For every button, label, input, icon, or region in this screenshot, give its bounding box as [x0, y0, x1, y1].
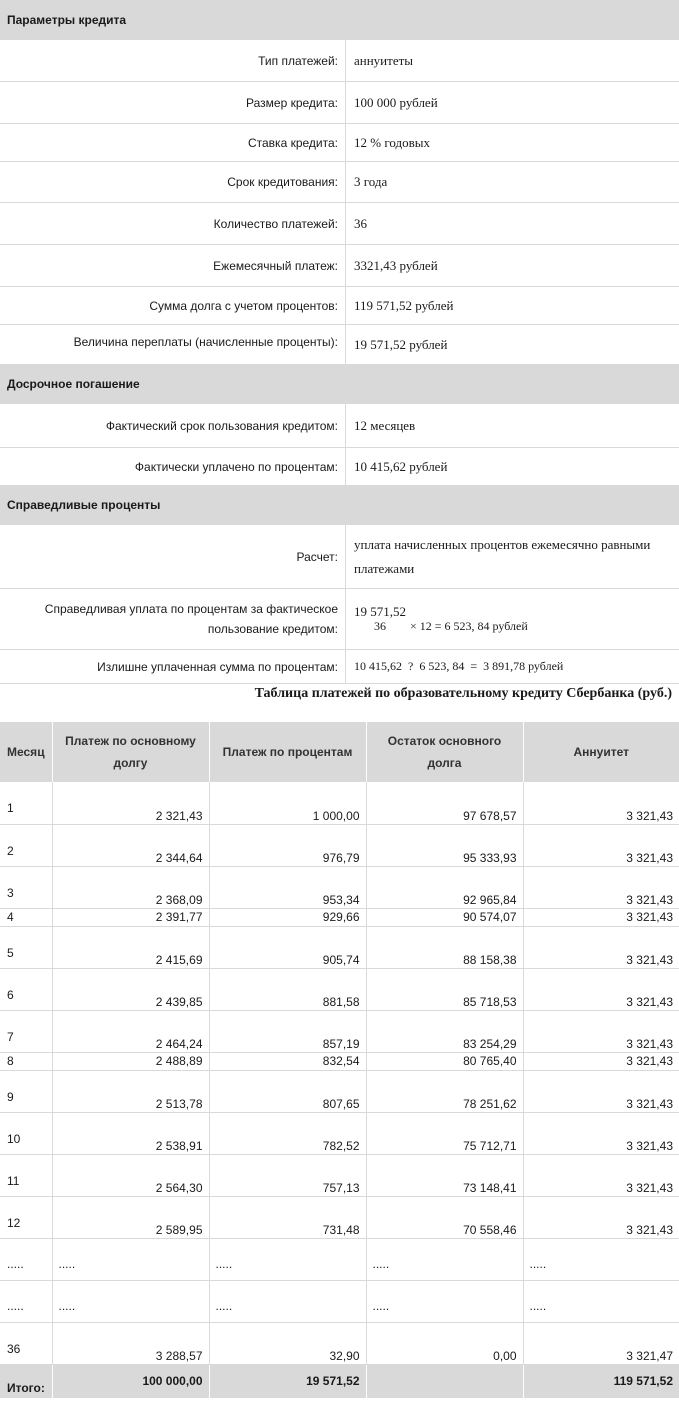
cell-interest: 929,66 [209, 908, 366, 926]
cell-balance: 70 558,46 [366, 1196, 523, 1238]
cell-annuity: 3 321,43 [523, 1052, 679, 1070]
early-label: Фактический срок пользования кредитом: [0, 404, 346, 447]
cell-total-principal: 100 000,00 [52, 1364, 209, 1398]
param-value: 100 000 рублей [354, 94, 438, 110]
cell-principal: ..... [52, 1280, 209, 1322]
cell-principal: 2 415,69 [52, 926, 209, 968]
month-number: 5 [7, 945, 14, 960]
param-row-loan-amount [0, 82, 679, 124]
cell-month [0, 908, 52, 926]
param-row-monthly-payment [0, 245, 679, 287]
cell-balance: 0,00 [366, 1322, 523, 1364]
cell-interest: 881,58 [209, 968, 366, 1010]
cell-principal: 2 439,85 [52, 968, 209, 1010]
table-row [0, 1010, 679, 1052]
month-number: 9 [7, 1089, 14, 1104]
fair-row-calculation [0, 525, 679, 589]
table-row [0, 1070, 679, 1112]
cell-balance: 78 251,62 [366, 1070, 523, 1112]
col-header-month: Месяц [0, 722, 52, 782]
param-label: Тип платежей: [0, 40, 346, 81]
fraction-denominator: 36 [374, 619, 386, 633]
cell-total-interest: 19 571,52 [209, 1364, 366, 1398]
cell-annuity: 3 321,43 [523, 1154, 679, 1196]
table-row [0, 908, 679, 926]
cell-balance: 80 765,40 [366, 1052, 523, 1070]
cell-balance: ..... [366, 1280, 523, 1322]
param-value: 3321,43 рублей [354, 257, 438, 273]
cell-annuity: 3 321,43 [523, 908, 679, 926]
cell-month [0, 1238, 52, 1280]
cell-balance: 95 333,93 [366, 824, 523, 866]
param-row-term [0, 162, 679, 203]
month-number: 36 [7, 1341, 21, 1356]
col-header-principal: Платеж по основному долгу [52, 722, 209, 782]
month-number: 4 [7, 910, 14, 924]
table-header-row [0, 722, 679, 782]
fair-row-fair-interest [0, 589, 679, 650]
cell-month [0, 1112, 52, 1154]
month-number: 10 [7, 1131, 21, 1146]
cell-month [0, 866, 52, 908]
cell-month [0, 1052, 52, 1070]
excess-value: 10 415,62 ? 6 523, 84 = 3 891,78 рублей [354, 659, 564, 673]
param-row-rate [0, 124, 679, 162]
total-label: Итого: [7, 1380, 45, 1395]
param-row-total-debt [0, 287, 679, 325]
cell-principal: 2 368,09 [52, 866, 209, 908]
col-header-interest: Платеж по процентам [209, 722, 366, 782]
cell-balance: ..... [366, 1238, 523, 1280]
fair-label-line2: пользование кредитом: [207, 622, 338, 636]
cell-annuity: 3 321,43 [523, 926, 679, 968]
col-header-balance: Остаток основного долга [366, 722, 523, 782]
cell-interest: ..... [209, 1280, 366, 1322]
cell-balance: 90 574,07 [366, 908, 523, 926]
cell-month [0, 926, 52, 968]
cell-interest: 1 000,00 [209, 782, 366, 824]
cell-annuity: 3 321,43 [523, 782, 679, 824]
fair-calc-line1: уплата начисленных процентов ежемесячно равными [354, 536, 651, 552]
param-value: аннуитеты [354, 52, 414, 68]
cell-principal: 2 391,77 [52, 908, 209, 926]
month-number: 6 [7, 987, 14, 1002]
fair-label-line1: Справедливая уплата по процентам за фактическое [44, 602, 338, 616]
cell-month [0, 1322, 52, 1364]
cell-annuity: 3 321,43 [523, 1070, 679, 1112]
table-row-ellipsis [0, 1238, 679, 1280]
cell-month [0, 1070, 52, 1112]
param-value: 19 571,52 рублей [354, 336, 448, 352]
month-number: 1 [7, 801, 14, 815]
param-row-payment-type [0, 40, 679, 82]
cell-interest: ..... [209, 1238, 366, 1280]
params-section-title: Параметры кредита [0, 0, 679, 40]
table-caption: Таблица платежей по образовательному кредиту Сбербанка (руб.) [254, 686, 672, 701]
param-label: Ежемесячный платеж: [0, 245, 346, 286]
cell-total-annuity: 119 571,52 [523, 1364, 679, 1398]
cell-month [0, 1154, 52, 1196]
early-value: 12 месяцев [354, 417, 416, 433]
fair-calc-label: Расчет: [0, 525, 346, 588]
cell-month [0, 1196, 52, 1238]
param-label: Величина переплаты (начисленные проценты): [0, 325, 346, 364]
month-number: 7 [7, 1029, 14, 1044]
cell-annuity: 3 321,47 [523, 1322, 679, 1364]
col-header-annuity: Аннуитет [523, 722, 679, 782]
fraction [354, 604, 406, 634]
excess-label: Излишне уплаченная сумма по процентам: [0, 650, 346, 683]
param-label: Срок кредитования: [0, 162, 346, 202]
cell-interest: 953,34 [209, 866, 366, 908]
cell-principal: 2 321,43 [52, 782, 209, 824]
cell-balance: 92 965,84 [366, 866, 523, 908]
cell-month [0, 1010, 52, 1052]
fair-row-excess [0, 650, 679, 684]
param-value: 36 [354, 215, 367, 231]
cell-interest: 807,65 [209, 1070, 366, 1112]
early-section-title: Досрочное погашение [0, 364, 679, 404]
cell-total-balance [366, 1364, 523, 1398]
cell-annuity: 3 321,43 [523, 1112, 679, 1154]
cell-balance: 73 148,41 [366, 1154, 523, 1196]
table-row [0, 866, 679, 908]
cell-balance: 88 158,38 [366, 926, 523, 968]
table-total-row [0, 1364, 679, 1398]
cell-principal: 2 513,78 [52, 1070, 209, 1112]
fair-interest-label [0, 589, 346, 649]
cell-balance: 75 712,71 [366, 1112, 523, 1154]
table-row [0, 926, 679, 968]
param-row-payments-count [0, 203, 679, 245]
cell-interest: 731,48 [209, 1196, 366, 1238]
cell-principal: 3 288,57 [52, 1322, 209, 1364]
cell-interest: 857,19 [209, 1010, 366, 1052]
early-row-interest-paid [0, 448, 679, 485]
param-label: Количество платежей: [0, 203, 346, 244]
formula-rest: × 12 = 6 523, 84 рублей [410, 618, 528, 633]
cell-principal: ..... [52, 1238, 209, 1280]
table-row [0, 1154, 679, 1196]
early-row-actual-term [0, 404, 679, 448]
cell-principal: 2 344,64 [52, 824, 209, 866]
param-value: 12 % годовых [354, 134, 430, 150]
cell-annuity: 3 321,43 [523, 1010, 679, 1052]
fraction-numerator: 19 571,52 [354, 604, 406, 619]
cell-annuity: 3 321,43 [523, 1196, 679, 1238]
table-row-ellipsis [0, 1280, 679, 1322]
early-label: Фактически уплачено по процентам: [0, 448, 346, 485]
cell-annuity: ..... [523, 1280, 679, 1322]
cell-principal: 2 464,24 [52, 1010, 209, 1052]
table-row [0, 1322, 679, 1364]
cell-annuity: 3 321,43 [523, 968, 679, 1010]
table-row [0, 1112, 679, 1154]
param-row-overpayment [0, 325, 679, 364]
table-row [0, 1052, 679, 1070]
cell-annuity: ..... [523, 1238, 679, 1280]
ellipsis: ..... [7, 1298, 24, 1313]
param-value: 3 года [354, 174, 388, 189]
month-number: 3 [7, 885, 14, 900]
table-row [0, 824, 679, 866]
cell-interest: 976,79 [209, 824, 366, 866]
cell-annuity: 3 321,43 [523, 866, 679, 908]
param-label: Размер кредита: [0, 82, 346, 123]
cell-principal: 2 564,30 [52, 1154, 209, 1196]
cell-interest: 782,52 [209, 1112, 366, 1154]
table-row [0, 1196, 679, 1238]
month-number: 11 [7, 1173, 20, 1188]
fair-interest-formula [347, 589, 679, 649]
fair-calc-line2: платежами [354, 560, 415, 576]
cell-interest: 832,54 [209, 1052, 366, 1070]
cell-month [0, 782, 52, 824]
cell-principal: 2 538,91 [52, 1112, 209, 1154]
ellipsis: ..... [7, 1256, 24, 1271]
month-number: 8 [7, 1054, 14, 1068]
cell-month [0, 968, 52, 1010]
cell-annuity: 3 321,43 [523, 824, 679, 866]
param-label: Ставка кредита: [0, 124, 346, 161]
cell-interest: 757,13 [209, 1154, 366, 1196]
month-number: 2 [7, 843, 14, 858]
param-label: Сумма долга с учетом процентов: [0, 287, 346, 324]
param-value: 119 571,52 рублей [354, 297, 454, 313]
cell-interest: 905,74 [209, 926, 366, 968]
table-row [0, 782, 679, 824]
table-row [0, 968, 679, 1010]
fair-section-title: Справедливые проценты [0, 485, 679, 525]
cell-balance: 83 254,29 [366, 1010, 523, 1052]
cell-interest: 32,90 [209, 1322, 366, 1364]
month-number: 12 [7, 1215, 21, 1230]
fair-calc-value [347, 525, 679, 588]
cell-total-label [0, 1364, 52, 1398]
cell-month [0, 1280, 52, 1322]
cell-balance: 97 678,57 [366, 782, 523, 824]
payment-schedule-table [0, 722, 679, 1398]
early-value: 10 415,62 рублей [354, 458, 448, 474]
cell-principal: 2 589,95 [52, 1196, 209, 1238]
cell-balance: 85 718,53 [366, 968, 523, 1010]
cell-principal: 2 488,89 [52, 1052, 209, 1070]
cell-month [0, 824, 52, 866]
